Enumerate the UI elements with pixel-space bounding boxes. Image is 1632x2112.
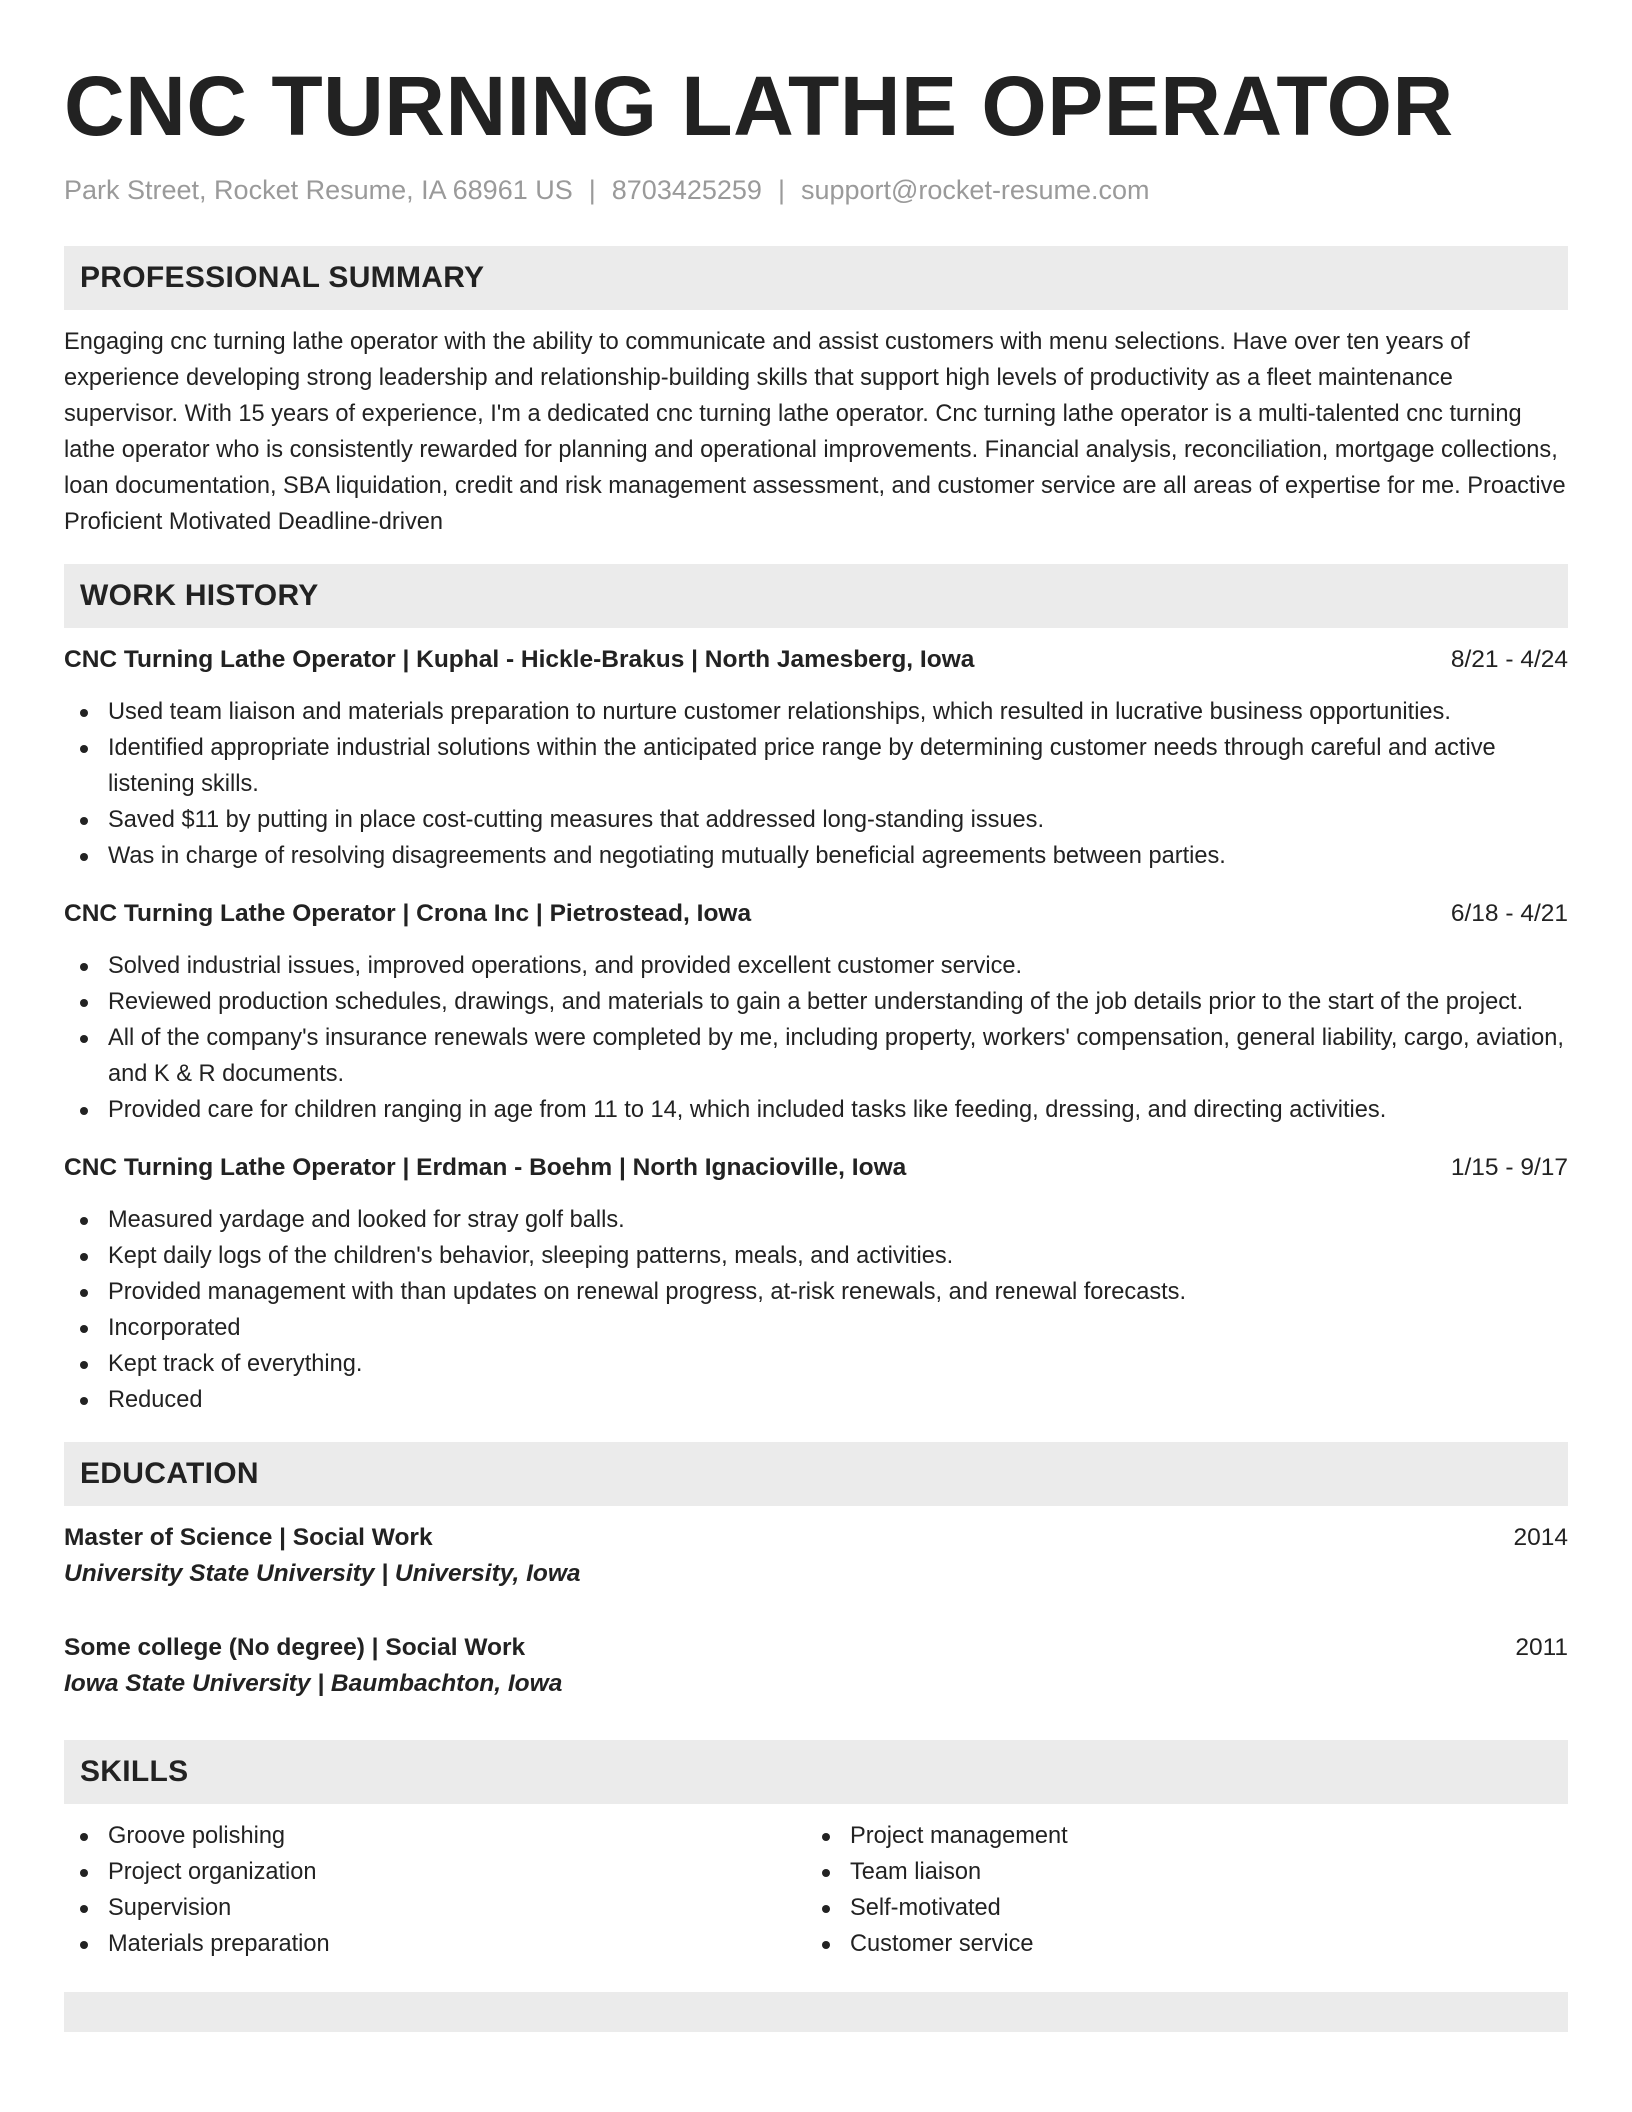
- list-item: Measured yardage and looked for stray golf balls.: [64, 1202, 1568, 1238]
- list-item: Was in charge of resolving disagreements and negotiating mutually beneficial agreements between parties.: [64, 838, 1568, 874]
- contact-separator: |: [588, 175, 596, 205]
- education-school: Iowa State University | Baumbachton, Iowa: [64, 1670, 563, 1697]
- education-year: 2014: [1513, 1524, 1568, 1551]
- list-item: Used team liaison and materials preparation to nurture customer relationships, which resulted in lucrative business opportunities.: [64, 694, 1568, 730]
- section-header-work-history: WORK HISTORY: [64, 564, 1568, 628]
- skills-column-right: [806, 1818, 1548, 1962]
- education-degree: Master of Science | Social Work: [64, 1524, 433, 1551]
- candidate-name: CNC TURNING LATHE OPERATOR: [64, 59, 1454, 153]
- job-dates: 8/21 - 4/24: [1450, 646, 1568, 673]
- job-dates: 1/15 - 9/17: [1450, 1154, 1568, 1181]
- resume-page: [64, 0, 1568, 2032]
- education-header: [64, 1630, 1568, 1666]
- job-entry: [64, 1150, 1568, 1418]
- job-entry: [64, 896, 1568, 1128]
- list-item: Provided care for children ranging in age from 11 to 14, which included tasks like feeding, dressing, and directing activities.: [64, 1092, 1568, 1128]
- education-degree: Some college (No degree) | Social Work: [64, 1634, 526, 1661]
- list-item: Reviewed production schedules, drawings, and materials to gain a better understanding of the job details prior to the start of the project.: [64, 984, 1568, 1020]
- contact-line: [64, 172, 1568, 208]
- education-entry: [64, 1520, 1568, 1592]
- list-item: Saved $11 by putting in place cost-cutting measures that addressed long-standing issues.: [64, 802, 1568, 838]
- list-item: Supervision: [64, 1890, 806, 1926]
- list-item: Provided management with than updates on renewal progress, at-risk renewals, and renewal forecasts.: [64, 1274, 1568, 1310]
- education-header: [64, 1520, 1568, 1556]
- list-item: Solved industrial issues, improved operations, and provided excellent customer service.: [64, 948, 1568, 984]
- education-entry: [64, 1630, 1568, 1702]
- section-header-education: EDUCATION: [64, 1442, 1568, 1506]
- job-entry: [64, 642, 1568, 874]
- list-item: Team liaison: [806, 1854, 1548, 1890]
- job-bullets: [64, 694, 1568, 874]
- education-year: 2011: [1515, 1634, 1568, 1661]
- contact-phone: 8703425259: [611, 175, 762, 205]
- list-item: Project organization: [64, 1854, 806, 1890]
- job-heading: CNC Turning Lathe Operator | Crona Inc | Pietrostead, Iowa: [64, 900, 752, 927]
- list-item: Kept track of everything.: [64, 1346, 1568, 1382]
- list-item: Project management: [806, 1818, 1548, 1854]
- section-header-next: [64, 1992, 1568, 2032]
- section-header-skills: SKILLS: [64, 1740, 1568, 1804]
- list-item: Customer service: [806, 1926, 1548, 1962]
- job-bullets: [64, 1202, 1568, 1418]
- summary-text: Engaging cnc turning lathe operator with the ability to communicate and assist customers with menu selections. Have over ten years of experience developing strong leadership and relationship-building skills that support high levels of productivity as a fleet maintenance supervisor. With 15 years of experience, I'm a dedicated cnc turning lathe operator. Cnc turning lathe operator is a multi-talented cnc turning lathe operator who is consistently rewarded for planning and operational improvements. Financial analysis, reconciliation, mortgage collections, loan documentation, SBA liquidation, credit and risk management assessment, and customer service are all areas of expertise for me. Proactive Proficient Motivated Deadline-driven: [64, 329, 1566, 535]
- list-item: Self-motivated: [806, 1890, 1548, 1926]
- list-item: Kept daily logs of the children's behavior, sleeping patterns, meals, and activities.: [64, 1238, 1568, 1274]
- skills-list: [64, 1818, 1568, 1962]
- job-heading: CNC Turning Lathe Operator | Erdman - Boehm | North Ignacioville, Iowa: [64, 1154, 907, 1181]
- job-header: [64, 1150, 1568, 1186]
- list-item: Groove polishing: [64, 1818, 806, 1854]
- list-item: Materials preparation: [64, 1926, 806, 1962]
- skills-column-left: [64, 1818, 806, 1962]
- list-item: Incorporated: [64, 1310, 1568, 1346]
- list-item: Reduced: [64, 1382, 1568, 1418]
- contact-address: Park Street, Rocket Resume, IA 68961 US: [64, 175, 573, 205]
- section-header-summary: PROFESSIONAL SUMMARY: [64, 246, 1568, 310]
- contact-email: support@rocket-resume.com: [800, 175, 1150, 205]
- job-heading: CNC Turning Lathe Operator | Kuphal - Hickle-Brakus | North Jamesberg, Iowa: [64, 646, 975, 673]
- job-header: [64, 642, 1568, 678]
- job-dates: 6/18 - 4/21: [1450, 900, 1568, 927]
- education-school: University State University | University, Iowa: [64, 1560, 581, 1587]
- list-item: All of the company's insurance renewals were completed by me, including property, workers' compensation, general liability, cargo, aviation, and K & R documents.: [64, 1020, 1568, 1092]
- job-bullets: [64, 948, 1568, 1128]
- list-item: Identified appropriate industrial solutions within the anticipated price range by determining customer needs through careful and active listening skills.: [64, 730, 1568, 802]
- job-header: [64, 896, 1568, 932]
- contact-separator: |: [777, 175, 785, 205]
